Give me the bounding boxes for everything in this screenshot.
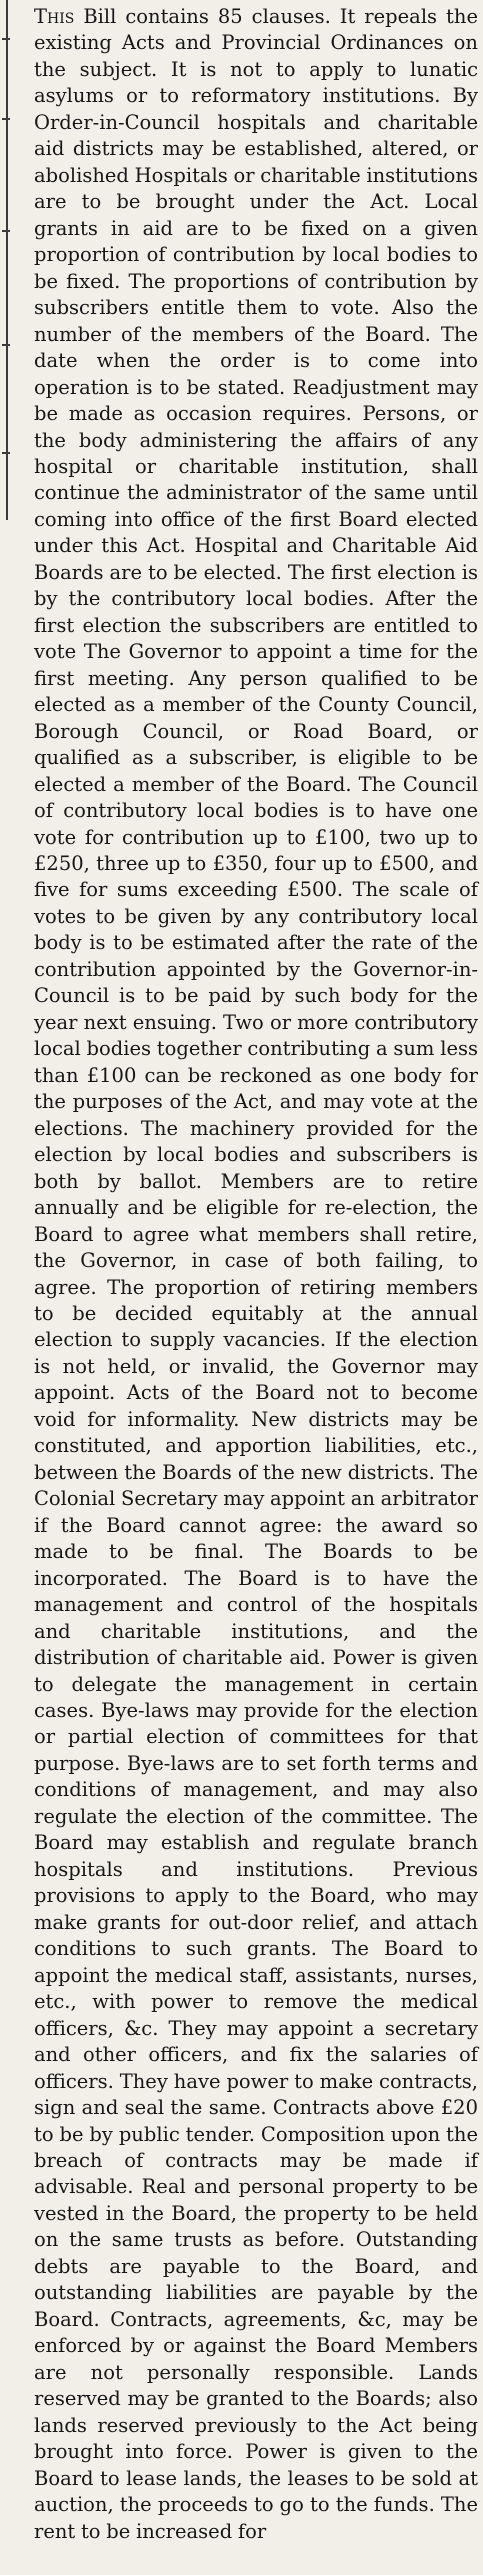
margin-mark <box>2 38 10 40</box>
margin-mark <box>2 118 10 120</box>
margin-mark <box>2 452 10 454</box>
article-column <box>34 4 478 2545</box>
margin-mark <box>2 230 10 232</box>
column-rule <box>6 0 8 520</box>
article-paragraph <box>34 4 478 2545</box>
margin-mark <box>2 344 10 346</box>
article-body-text: Bill contains 85 clauses. It repeals the existing Acts and Provincial Ordinances on the subject. It is not to apply to lunatic asylums or to reformatory institutions. By Order-in-Council hospitals and charitable aid districts may be established, altered, or abolished Hospitals or charitable institutions are to be brought under the Act. Local grants in aid are to be fixed on a given proportion of contribution by local bodies to be fixed. The proportions of contribution by subscribers entitle them to vote. Also the number of the members of the Board. The date when the order is to come into operation is to be stated. Readjustment may be made as occasion requires. Persons, or the body administering the affairs of any hospital or charitable institution, shall continue the administrator of the same until coming into office of the first Board elected under this Act. Hospital and Charitable Aid Boards are to be elected. The first election is by the contributory local bodies. After the first election the subscribers are entitled to vote The Governor to appoint a time for the first meeting. Any person qualified to be elected as a member of the County Council, Borough Council, or Road Board, or qualified as a subscriber, is eligible to be elected a member of the Board. The Council of contributory local bodies is to have one vote for contribution up to £100, two up to £250, three up to £350, four up to £500, and five for sums exceeding £500. The scale of votes to be given by any contributory local body is to be estimated after the rate of the contribution appointed by the Governor-in-Council is to be paid by such body for the year next ensuing. Two or more contributory local bodies together contributing a sum less than £100 can be reckoned as one body for the purposes of the Act, and may vote at the elections. The machinery provided for the election by local bodies and subscribers is both by ballot. Members are to retire annually and be eligible for re-election, the Board to agree what members shall retire, the Governor, in case of both failing, to agree. The proportion of retiring members to be decided equitably at the annual election to supply vacancies. If the election is not held, or invalid, the Governor may appoint. Acts of the Board not to become void for informality. New districts may be constituted, and apportion liabilities, etc., between the Boards of the new districts. The Colonial Secretary may appoint an arbitrator if the Board cannot agree: the award so made to be final. The Boards to be incorporated. The Board is to have the management and control of the hospitals and charitable institutions, and the distribution of charitable aid. Power is given to delegate the management in certain cases. Bye-laws may provide for the election or partial election of committees for that purpose. Bye-laws are to set forth terms and conditions of management, and may also regulate the election of the committee. The Board may establish and regulate branch hospitals and institutions. Previous provisions to apply to the Board, who may make grants for out-door relief, and attach conditions to such grants. The Board to appoint the medical staff, assistants, nurses, etc., with power to remove the medical officers, &c. They may appoint a secretary and other officers, and fix the salaries of officers. They have power to make contracts, sign and seal the same. Contracts above £20 to be by public tender. Composition upon the breach of contracts may be made if advisable. Real and personal property to be vested in the Board, the property to be held on the same trusts as before. Outstanding debts are payable to the Board, and outstanding liabilities are payable by the Board. Contracts, agreements, &c, may be enforced by or against the Board Members are not personally responsible. Lands reserved may be granted to the Boards; also lands reserved previously to the Act being brought into force. Power is given to the Board to lease lands, the leases to be sold at auction, the proceeds to go to the funds. The rent to be increased for <box>34 5 478 2543</box>
article-lead-word: This <box>34 5 75 28</box>
